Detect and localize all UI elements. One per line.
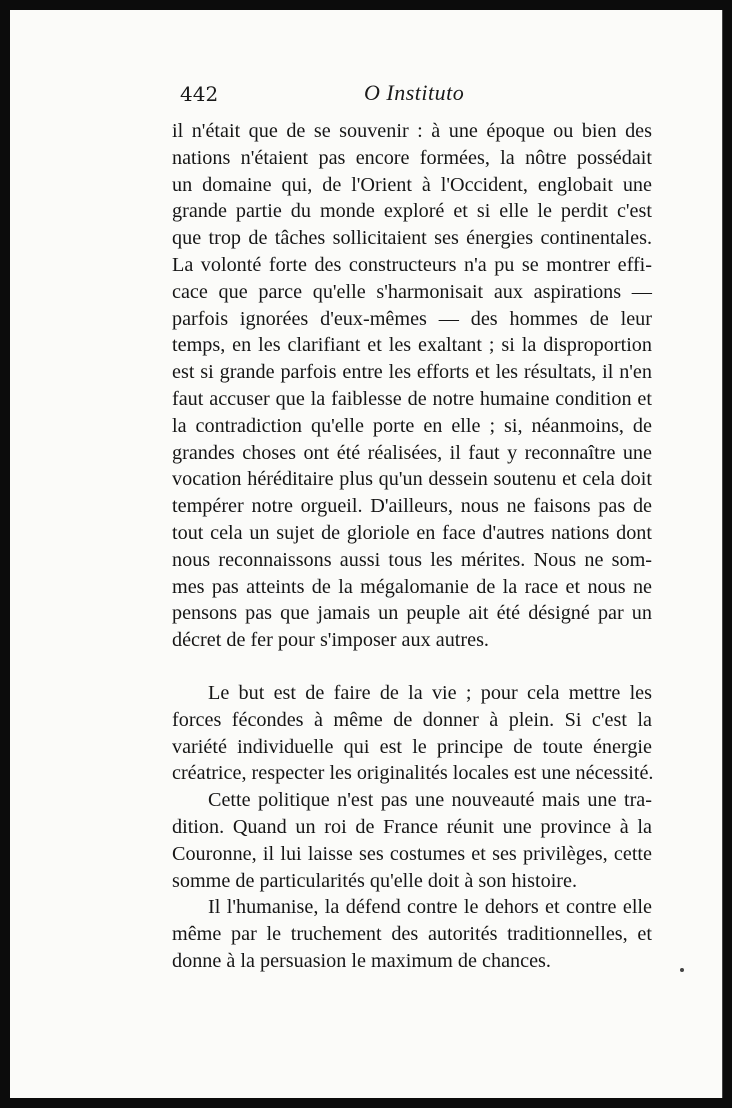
text-line: donne à la persuasion le maximum de chances. [172,949,551,972]
running-head [172,72,652,112]
text-line: tout cela un sujet de gloriole en face d'autres nations dont [172,521,652,544]
text-line: Il l'humanise, la défend contre le dehors et contre elle [208,896,652,919]
text-line: nous reconnaissons aussi tous les mérites. Nous ne som- [172,548,652,571]
text-line: cace que parce qu'elle s'harmonisait aux aspirations — [172,280,652,303]
text-line: la contradiction qu'elle porte en elle ; si, néanmoins, de [172,414,652,437]
text-line: un domaine qui, de l'Orient à l'Occident, englobait une [172,173,652,196]
text-line: pensons pas que jamais un peuple ait été désigné par un [172,602,652,625]
text-line: variété individuelle qui est le principe de toute énergie [172,735,652,758]
paragraph-gap [172,654,652,680]
text-line: grandes choses ont été réalisées, il faut y reconnaître une [172,441,652,464]
paragraph [172,680,652,787]
paragraph [172,118,652,654]
text-line: tempérer notre orgueil. D'ailleurs, nous ne faisons pas de [172,495,652,518]
text-line: Couronne, il lui laisse ses costumes et ses privilèges, cette [172,842,652,865]
text-line: même par le truchement des autorités traditionnelles, et [172,923,652,946]
text-line: est si grande parfois entre les efforts et les résultats, il n'en [172,361,652,384]
text-line: somme de particularités qu'elle doit à son histoire. [172,869,578,892]
ink-speck [680,968,684,972]
text-line: dition. Quand un roi de France réunit une province à la [172,815,652,838]
text-line: Le but est de faire de la vie ; pour cela mettre les [208,681,652,704]
text-line: créatrice, respecter les originalités locales est une nécessité. [172,762,654,785]
page-number: 442 [180,82,219,106]
text-line: forces fécondes à même de donner à plein. Si c'est la [172,708,652,731]
text-line: nations n'étaient pas encore formées, la nôtre possédait [172,146,652,169]
text-line: décret de fer pour s'imposer aux autres. [172,629,489,652]
text-line: vocation héréditaire plus qu'un dessein soutenu et cela doit [172,468,652,491]
text-line: que trop de tâches sollicitaient ses énergies continentales. [172,227,652,250]
text-line: mes pas atteints de la mégalomanie de la race et nous ne [172,575,652,598]
paragraph [172,894,652,974]
text-line: temps, en les clarifiant et les exaltant ; si la disproportion [172,334,652,357]
text-line: Cette politique n'est pas une nouveauté mais une tra- [208,789,652,812]
body-text [172,118,652,975]
text-line: La volonté forte des constructeurs n'a pu se montrer effi- [172,253,652,276]
text-line: grande partie du monde exploré et si elle le perdit c'est [172,200,652,223]
paragraph [172,787,652,894]
text-line: il n'était que de se souvenir : à une époque ou bien des [172,120,652,142]
text-line: faut accuser que la faiblesse de notre humaine condition et [172,387,652,410]
text-line: parfois ignorées d'eux-mêmes — des hommes de leur [172,307,652,330]
journal-title: O Instituto [364,80,465,105]
